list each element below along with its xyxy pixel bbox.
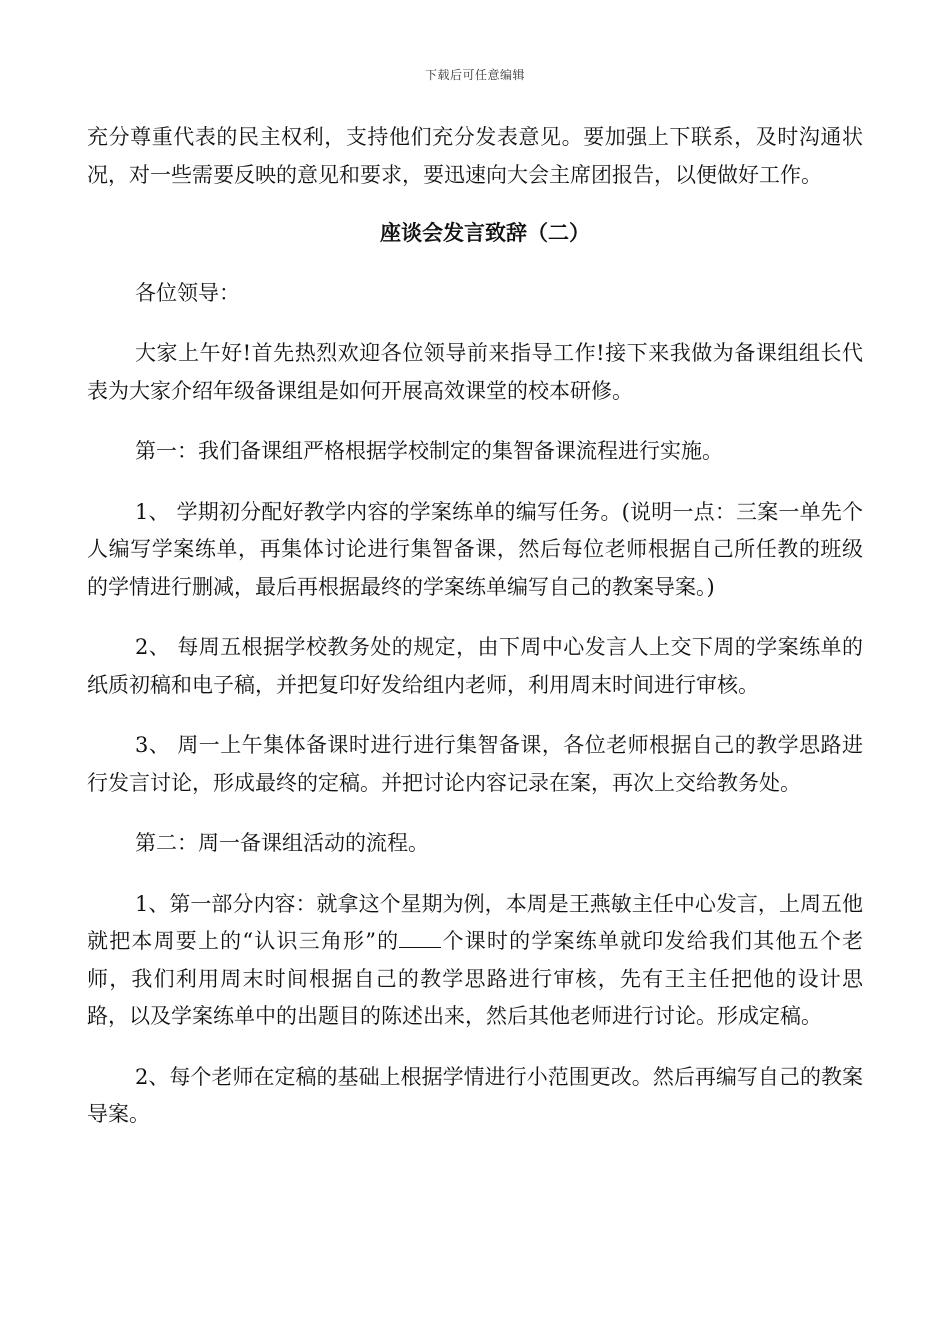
- header-note: 下载后可任意编辑: [424, 68, 525, 82]
- paragraph-section-two: 第二：周一备课组活动的流程。: [135, 831, 429, 855]
- blank-underline: [399, 929, 441, 948]
- paragraph-part-1: [87, 886, 863, 1036]
- paragraph-item-1: 1、 学期初分配好教学内容的学案练单的编写任务。(说明一点：三案一单先个人编写学案练单，再集体讨论进行集智备课，然后每位老师根据自己所任教的班级的学情进行删减，最后再根据最终的学案练单编写自己的教案导案。): [87, 499, 863, 599]
- paragraph-greeting: 大家上午好!首先热烈欢迎各位领导前来指导工作!接下来我做为备课组组长代表为大家介绍年级备课组是如何开展高效课堂的校本研修。: [87, 341, 863, 403]
- document-body: [87, 119, 863, 1134]
- paragraph-part-1-end: 个课时的学案练单就印发给我们其他五个老师，我们利用周末时间根据自己的教学思路进行审核，先有王主任把他的设计思路，以及学案练单中的出题目的陈述出来，然后其他老师进行讨论。形成定稿。: [87, 929, 863, 1028]
- paragraph-part-2: 2、每个老师在定稿的基础上根据学情进行小范围更改。然后再编写自己的教案导案。: [87, 1064, 863, 1126]
- salutation: 各位领导：: [135, 280, 240, 305]
- document-title: 座谈会发言致辞（二）: [380, 220, 590, 245]
- paragraph-item-2: 2、 每周五根据学校教务处的规定，由下周中心发言人上交下周的学案练单的纸质初稿和电子稿，并把复印好发给组内老师，利用周末时间进行审核。: [87, 635, 863, 697]
- paragraph-part-1-start: 1、第一部分内容：就拿这个星期为例，本周是王燕敏主任中心发言，上周五他就把本周要上的“认识三角形”的: [87, 891, 863, 953]
- paragraph-item-3: 3、 周一上午集体备课时进行进行集智备课，各位老师根据自己的教学思路进行发言讨论，形成最终的定稿。并把讨论内容记录在案，再次上交给教务处。: [87, 733, 863, 795]
- paragraph-section-one: 第一：我们备课组严格根据学校制定的集智备课流程进行实施。: [135, 439, 723, 463]
- intro-paragraph: 充分尊重代表的民主权利，支持他们充分发表意见。要加强上下联系，及时沟通状况，对一些需要反映的意见和要求，要迅速向大会主席团报告，以便做好工作。: [87, 125, 863, 187]
